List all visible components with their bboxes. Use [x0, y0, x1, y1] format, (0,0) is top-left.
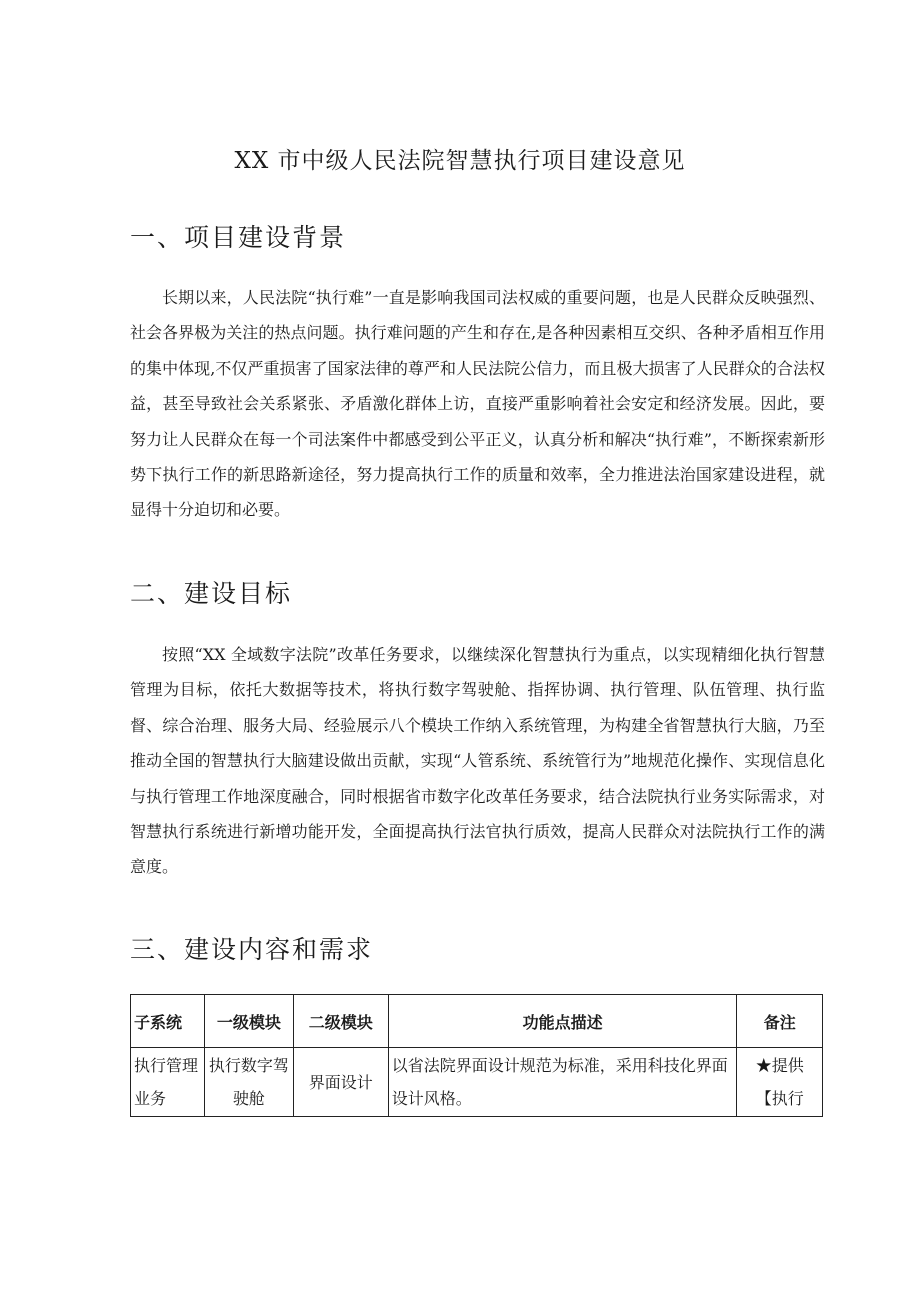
header-function-description: 功能点描述: [388, 995, 737, 1048]
section-heading-requirements: 三、建设内容和需求: [130, 935, 374, 964]
cell-subsystem: 执行管理业务: [131, 1048, 205, 1117]
header-subsystem: 子系统: [131, 995, 205, 1048]
document-title: XX 市中级人民法院智慧执行项目建设意见: [234, 148, 686, 174]
section-heading-goals: 二、建设目标: [130, 579, 293, 608]
cell-note: ★提供【执行: [737, 1048, 823, 1117]
paragraph-goals: 按照“XX 全域数字法院”改革任务要求，以继续深化智慧执行为重点，以实现精细化执行智慧管理为目标，依托大数据等技术，将执行数字驾驶舱、指挥协调、执行管理、队伍管理、执行监督、综合治理、服务大局、经验展示八个模块工作纳入系统管理，为构建全省智慧执行大脑，乃至推动全国的智慧执行大脑建设做出贡献，实现“人管系统、系统管行为”地规范化操作、实现信息化与执行管理工作地深度融合，同时根据省市数字化改革任务要求，结合法院执行业务实际需求，对智慧执行系统进行新增功能开发，全面提高执行法官执行质效，提高人民群众对法院执行工作的满意度。: [130, 645, 825, 877]
cell-level1-module: 执行数字驾驶舱: [204, 1048, 293, 1117]
header-level2-module: 二级模块: [293, 995, 388, 1048]
paragraph-background: 长期以来，人民法院“执行难”一直是影响我国司法权威的重要问题，也是人民群众反映强烈、社会各界极为关注的热点问题。执行难问题的产生和存在,是各种因素相互交织、各种矛盾相互作用的集中体现,不仅严重损害了国家法律的尊严和人民法院公信力，而且极大损害了人民群众的合法权益，甚至导致社会关系紧张、矛盾激化群体上访，直接严重影响着社会安定和经济发展。因此，要努力让人民群众在每一个司法案件中都感受到公平正义，认真分析和解决“执行难”，不断探索新形势下执行工作的新思路新途径，努力提高执行工作的质量和效率，全力推进法治国家建设进程，就显得十分迫切和必要。: [130, 288, 825, 520]
table-header-row: [131, 995, 823, 1048]
header-note: 备注: [737, 995, 823, 1048]
section-heading-background: 一、项目建设背景: [130, 223, 347, 252]
requirements-table: [130, 994, 823, 1117]
cell-function-description: 以省法院界面设计规范为标准，采用科技化界面设计风格。: [388, 1048, 737, 1117]
header-level1-module: 一级模块: [204, 995, 293, 1048]
table-row: [131, 1048, 823, 1117]
cell-level2-module: 界面设计: [293, 1048, 388, 1117]
